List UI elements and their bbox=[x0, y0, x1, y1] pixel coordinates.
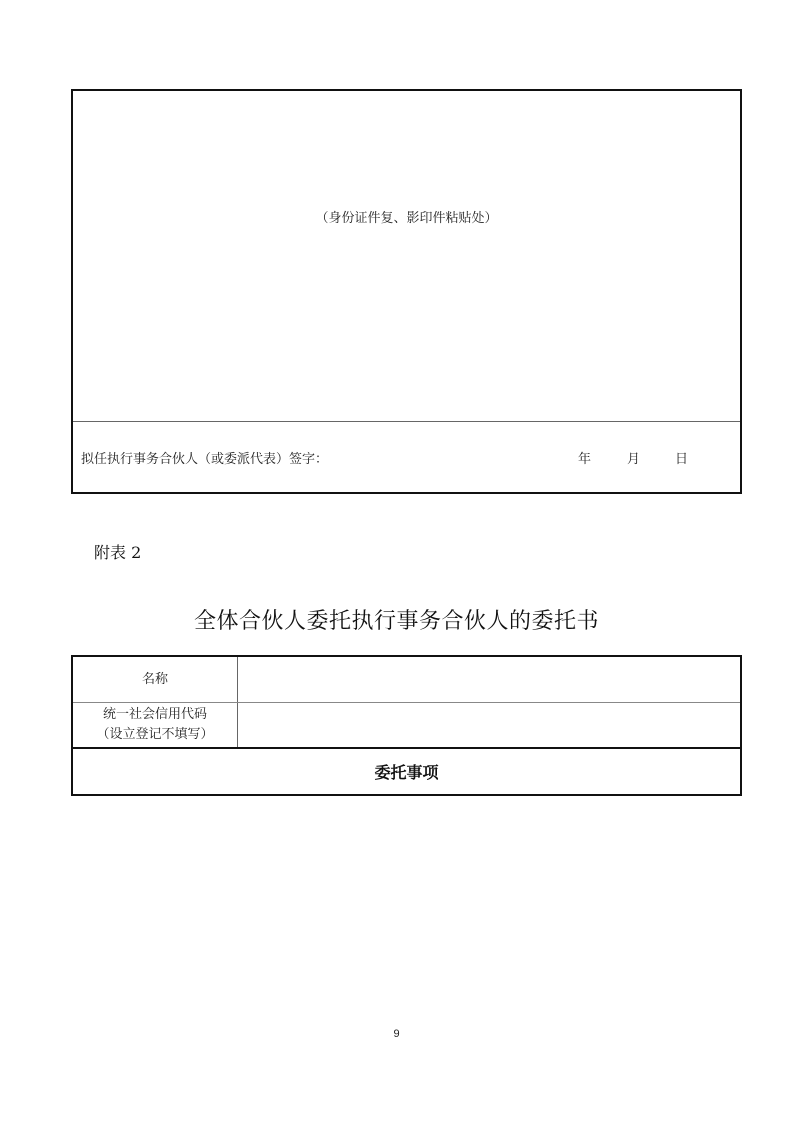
name-label-cell bbox=[73, 657, 238, 702]
date-day-label: 日 bbox=[675, 452, 689, 467]
credit-code-label-cell bbox=[73, 703, 238, 747]
credit-code-label: 统一社会信用代码 bbox=[102, 707, 207, 722]
name-value-field[interactable] bbox=[238, 657, 740, 702]
name-label: 名称 bbox=[141, 671, 168, 687]
table-row-matters bbox=[73, 749, 740, 794]
table-row-name bbox=[73, 657, 740, 703]
id-paste-label: （身份证件复、影印件粘贴处） bbox=[315, 211, 498, 226]
table-row-credit-code bbox=[73, 703, 740, 749]
credit-code-value-field[interactable] bbox=[238, 703, 740, 747]
entrusted-matters-heading: 委托事项 bbox=[374, 763, 439, 782]
entrustment-table bbox=[71, 655, 742, 796]
id-document-box bbox=[71, 89, 742, 494]
signature-row bbox=[73, 422, 740, 492]
appendix-label: 附表 2 bbox=[94, 543, 142, 562]
document-title: 全体合伙人委托执行事务合伙人的委托书 bbox=[193, 609, 599, 634]
page-number: 9 bbox=[393, 1028, 400, 1040]
credit-code-note: （设立登记不填写） bbox=[96, 727, 214, 742]
id-copy-paste-area bbox=[73, 91, 740, 422]
signature-label: 拟任执行事务合伙人（或委派代表）签字： bbox=[81, 452, 329, 467]
date-month-label: 月 bbox=[627, 452, 641, 467]
date-year-label: 年 bbox=[578, 452, 592, 467]
